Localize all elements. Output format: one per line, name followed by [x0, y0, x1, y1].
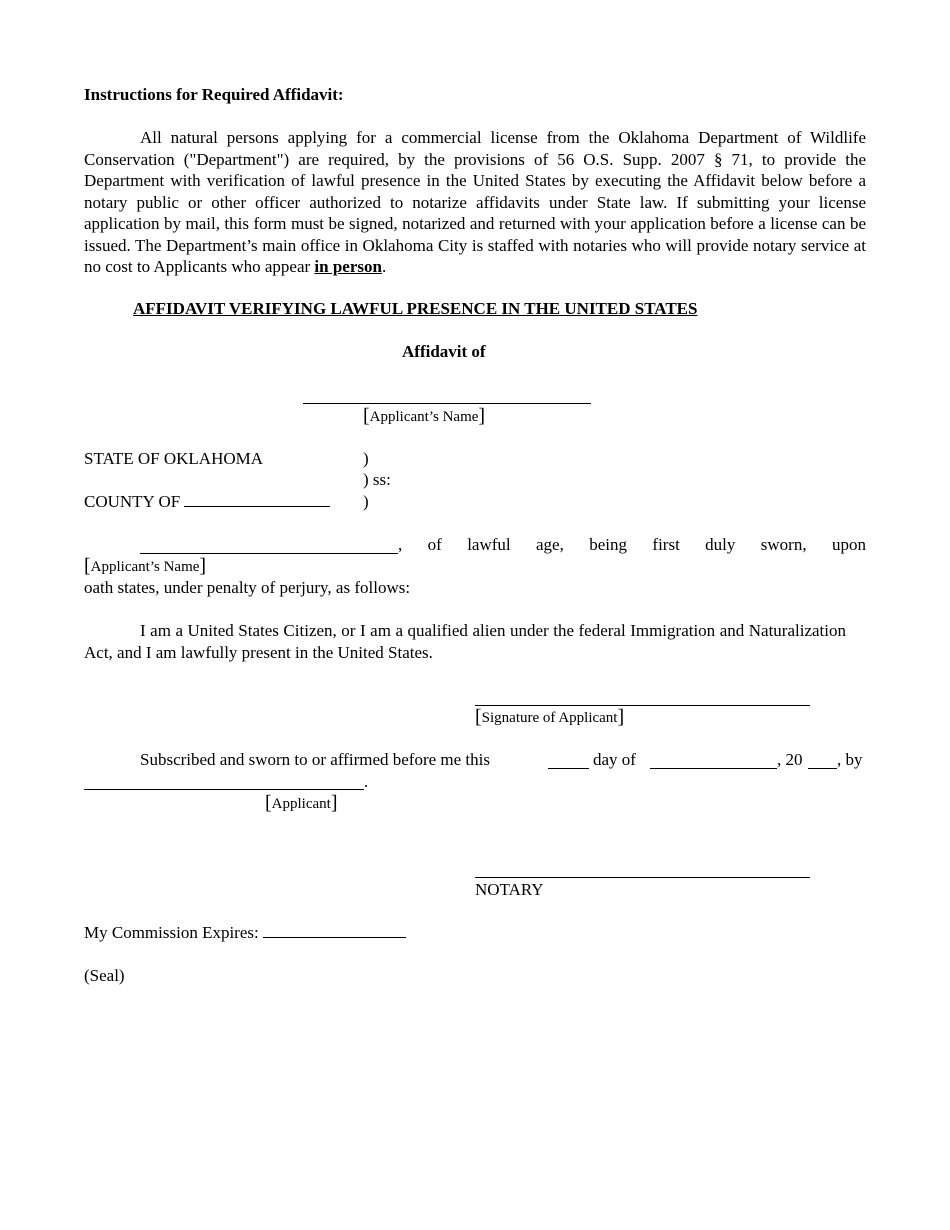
county-label: COUNTY OF	[84, 491, 330, 513]
instructions-end: .	[381, 257, 387, 276]
signature-line[interactable]	[475, 705, 810, 706]
applicant-line[interactable]	[84, 789, 364, 790]
day-field[interactable]	[548, 768, 589, 769]
commission-expires-field[interactable]	[263, 923, 406, 938]
by-label: , by	[837, 750, 863, 769]
oath-line-1: , of lawful age, being first duly sworn, upon	[398, 535, 866, 554]
seal-label: (Seal)	[84, 966, 125, 985]
subscribed-prefix: Subscribed and sworn to or affirmed before me this	[140, 750, 490, 769]
signature-caption: [Signature of Applicant]	[475, 706, 625, 728]
applicant-line-period: .	[364, 772, 369, 791]
oath-name-caption: [Applicant’s Name]	[84, 555, 207, 577]
notary-signature-line[interactable]	[475, 877, 810, 878]
lawful-presence-statement: I am a United States Citizen, or I am a qualified alien under the federal Immigration and Naturalization Act, and I am lawfully present in the United States.	[84, 621, 846, 662]
affidavit-title: AFFIDAVIT VERIFYING LAWFUL PRESENCE IN THE UNITED STATES	[133, 299, 698, 318]
year-field[interactable]	[808, 768, 837, 769]
venue-ss: ) ss:	[363, 470, 391, 489]
instructions-text: All natural persons applying for a commercial license from the Oklahoma Department of Wildlife Conservation ("Department") are required, by the provisions of 56 O.S. Supp. 2007 § 71, to provide the Department with verification of lawful presence in the United States by executing the Affidavit below before a notary public or other officer authorized to notarize affidavits under State law. If submitting your license application by mail, this form must be signed, notarized and returned with your application before a license can be issued. The Department’s main office in Oklahoma City is staffed with notaries who will provide notary service at no cost to Applicants who appear	[84, 128, 866, 276]
venue-paren-1: )	[363, 449, 369, 468]
notary-label: NOTARY	[475, 880, 544, 899]
applicant-name-line[interactable]	[303, 403, 591, 404]
venue-paren-3: )	[363, 492, 369, 511]
in-person-emphasis: in person	[314, 257, 382, 276]
year-prefix: , 20	[777, 750, 803, 769]
instructions-heading: Instructions for Required Affidavit:	[84, 85, 344, 104]
applicant-caption: [Applicant]	[265, 792, 338, 814]
oath-line-2: oath states, under penalty of perjury, as follows:	[84, 578, 411, 597]
instructions-body	[84, 127, 866, 278]
month-field[interactable]	[650, 768, 777, 769]
day-of-label: day of	[593, 750, 636, 769]
state-label: STATE OF OKLAHOMA	[84, 449, 264, 468]
oath-name-line[interactable]	[140, 553, 398, 554]
applicant-name-caption: [Applicant’s Name]	[363, 405, 486, 427]
affidavit-subtitle: Affidavit of	[402, 342, 486, 361]
commission-label: My Commission Expires:	[84, 922, 406, 944]
county-field[interactable]	[184, 492, 330, 507]
